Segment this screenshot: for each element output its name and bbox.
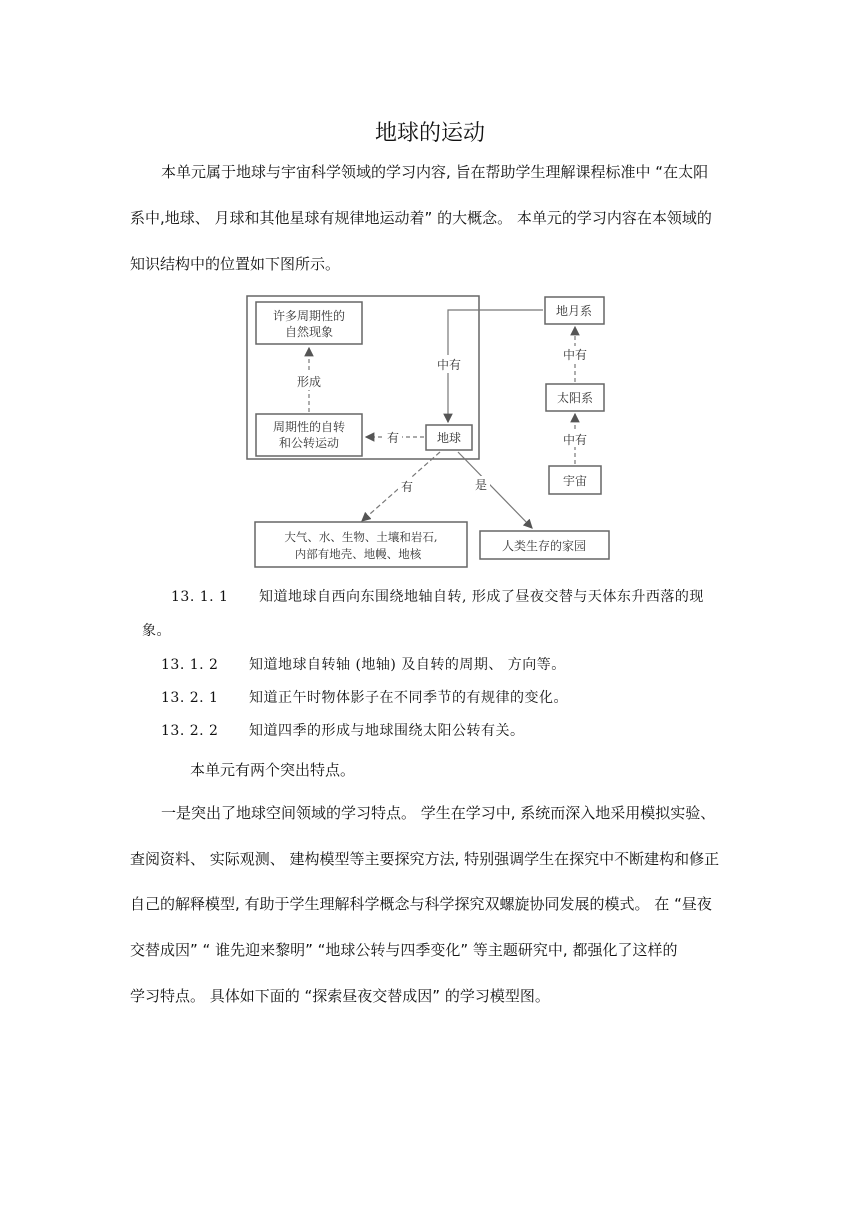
standard-number: 13. 1. 2 xyxy=(161,657,219,673)
box-periodic-motion-line2: 和公转运动 xyxy=(278,436,340,450)
standard-item xyxy=(161,654,566,674)
features-line-2: 查阅资料、 实际观测、 建构模型等主要探究方法, 特别强调学生在探究中不断建构和修正 xyxy=(130,850,720,868)
standard-text: 知道正午时物体影子在不同季节的有规律的变化。 xyxy=(249,690,568,706)
box-earth-moon-system-label: 地月系 xyxy=(555,304,593,318)
label-contains-1: 中有 xyxy=(436,358,462,372)
standard-number: 13. 2. 2 xyxy=(161,723,219,739)
arrow-is xyxy=(458,452,532,528)
standard-item xyxy=(171,586,704,606)
box-solar-system-label: 太阳系 xyxy=(556,391,594,405)
features-line-1: 一是突出了地球空间领域的学习特点。 学生在学习中, 系统而深入地采用模拟实验、 xyxy=(161,804,716,822)
features-line-5: 学习特点。 具体如下面的 “探索昼夜交替成因” 的学习模型图。 xyxy=(130,987,550,1005)
box-composition-line1: 大气、水、生物、土壤和岩石, xyxy=(284,530,438,544)
box-earth-label: 地球 xyxy=(436,431,462,445)
standard-number: 13. 1. 1 xyxy=(171,589,229,605)
label-is: 是 xyxy=(474,478,488,492)
standard-continuation: 象。 xyxy=(142,623,171,639)
box-periodic-phenomena-line1: 许多周期性的 xyxy=(272,309,346,323)
intro-line-2: 系中,地球、 月球和其他星球有规律地运动着” 的大概念。 本单元的学习内容在本领域的 xyxy=(130,209,712,227)
standard-number: 13. 2. 1 xyxy=(161,690,219,706)
standard-item xyxy=(161,720,525,740)
standard-item xyxy=(161,687,568,707)
standard-text: 知道地球自西向东围绕地轴自转, 形成了昼夜交替与天体东升西落的现 xyxy=(259,589,704,605)
knowledge-structure-diagram xyxy=(240,290,620,575)
features-line-3: 自己的解释模型, 有助于学生理解科学概念与科学探究双螺旋协同发展的模式。 在 “昼夜 xyxy=(130,895,712,913)
box-composition-line2: 内部有地壳、地幔、地核 xyxy=(294,547,422,561)
label-contains-3: 中有 xyxy=(562,433,588,447)
page-title: 地球的运动 xyxy=(374,121,485,146)
box-periodic-motion-line1: 周期性的自转 xyxy=(272,420,346,434)
features-intro: 本单元有两个突出特点。 xyxy=(190,761,356,779)
box-human-home-label: 人类生存的家园 xyxy=(501,539,587,553)
label-has: 有 xyxy=(386,431,400,445)
box-periodic-phenomena-line2: 自然现象 xyxy=(284,325,334,339)
standard-text: 知道地球自转轴 (地轴) 及自转的周期、 方向等。 xyxy=(249,657,566,673)
standard-text: 知道四季的形成与地球围绕太阳公转有关。 xyxy=(249,723,525,739)
features-line-4: 交替成因” “ 谁先迎来黎明” “地球公转与四季变化” 等主题研究中, 都强化了这样的 xyxy=(130,941,678,959)
label-has-lower: 有 xyxy=(400,480,414,494)
intro-line-3: 知识结构中的位置如下图所示。 xyxy=(130,255,341,273)
intro-line-1: 本单元属于地球与宇宙科学领域的学习内容, 旨在帮助学生理解课程标准中 “在太阳 xyxy=(161,163,709,181)
box-universe-label: 宇宙 xyxy=(562,474,588,488)
label-contains-2: 中有 xyxy=(562,348,588,362)
label-forms: 形成 xyxy=(296,375,322,389)
